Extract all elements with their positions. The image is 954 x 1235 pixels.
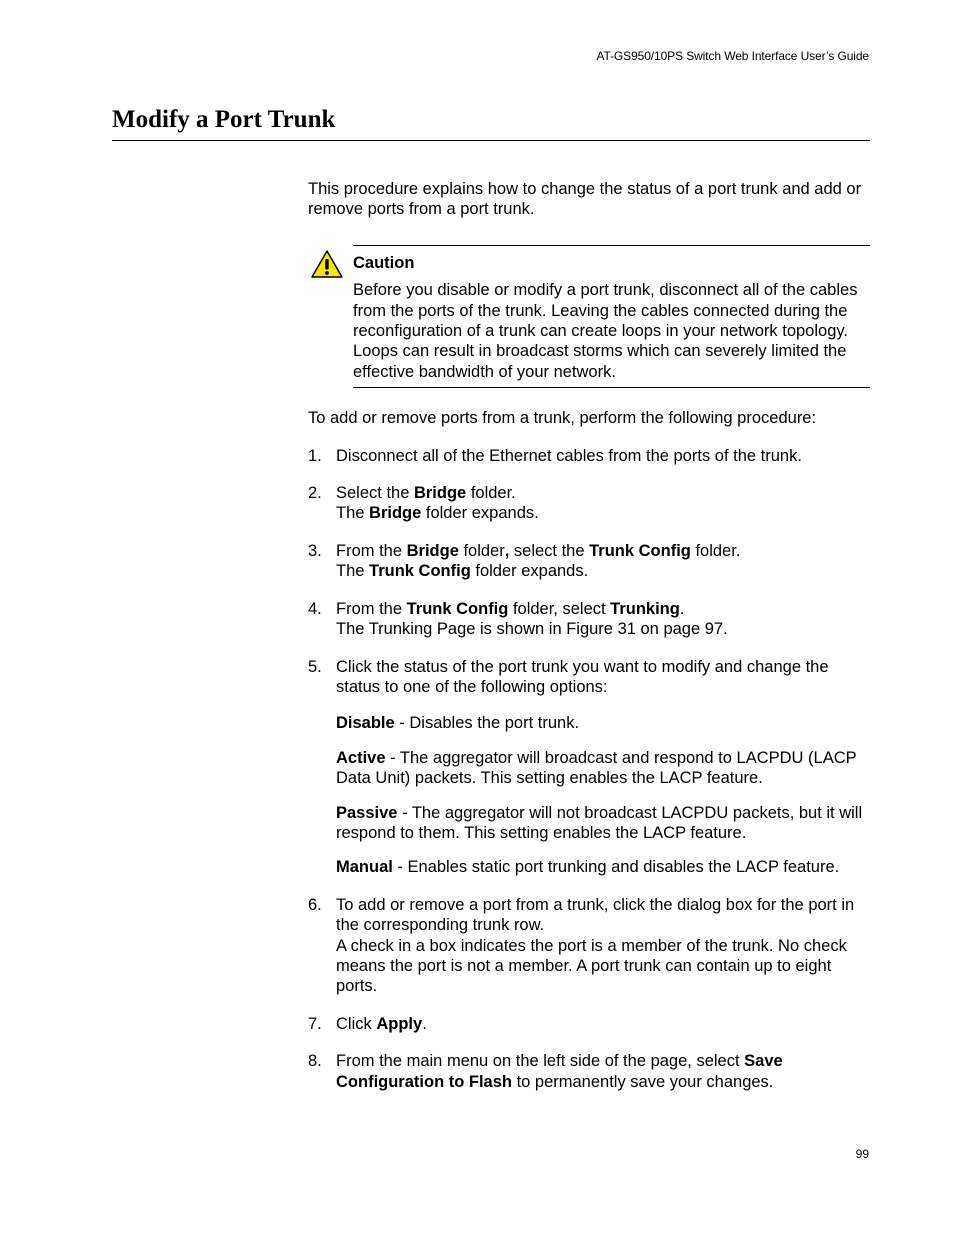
status-options: [336, 713, 870, 877]
step-number: 5.: [308, 657, 322, 676]
step-emphasis: Trunk Config: [406, 599, 509, 618]
step-result: The: [336, 504, 370, 523]
caution-box: [353, 245, 870, 388]
caution-text: Before you disable or modify a port trunk, disconnect all of the cables from the ports of the trunk. Leaving the cables connected during the reconfiguration of a trunk can create loops in your network topology. Loops can result in broadcast storms which can severely limited the effective bandwidth of your network.: [353, 281, 858, 381]
intro-paragraph: This procedure explains how to change the status of a port trunk and add or remove ports from a port trunk.: [308, 180, 862, 219]
running-header: AT-GS950/10PS Switch Web Interface User’s Guide: [596, 49, 869, 63]
step-text: From the: [336, 541, 407, 560]
body-content: [308, 179, 870, 1109]
step-number: 7.: [308, 1014, 322, 1033]
step-number: 1.: [308, 446, 322, 465]
step-text: Click: [336, 1014, 377, 1033]
step-emphasis: Trunking: [610, 599, 680, 618]
option-passive: [336, 803, 870, 844]
page-number: 99: [855, 1147, 869, 1161]
procedure-lead: To add or remove ports from a trunk, perform the following procedure:: [308, 409, 817, 428]
option-manual: [336, 857, 870, 877]
step-text: folder: [458, 541, 505, 560]
step-text: Select the: [336, 484, 414, 503]
caution-block: [308, 245, 870, 388]
title-underline: [112, 140, 870, 141]
option-desc: - Enables static port trunking and disables the LACP feature.: [392, 858, 840, 877]
option-name: Disable: [336, 714, 395, 733]
option-desc: - Disables the port trunk.: [394, 714, 580, 733]
step-text: to permanently save your changes.: [511, 1072, 774, 1091]
caution-title: Caution: [353, 253, 415, 272]
step-text: .: [679, 599, 685, 618]
step-text: .: [422, 1014, 427, 1033]
step-6: [308, 895, 870, 997]
step-result: A check in a box indicates the port is a member of the trunk. No check means the port is not a member. A port trunk can contain up to eight ports.: [336, 936, 847, 996]
step-2: [308, 483, 870, 524]
step-number: 8.: [308, 1052, 322, 1071]
step-emphasis: Save Configuration to Flash: [336, 1052, 783, 1091]
step-emphasis: Bridge: [406, 541, 459, 560]
step-8: [308, 1051, 870, 1092]
option-name: Manual: [336, 858, 393, 877]
step-text: To add or remove a port from a trunk, click the dialog box for the port in the corresponding trunk row.: [336, 895, 855, 935]
step-emphasis: Bridge: [369, 504, 422, 523]
step-4: [308, 599, 870, 640]
section-title: Modify a Port Trunk: [112, 106, 336, 133]
step-7: [308, 1014, 870, 1034]
step-text: folder.: [690, 541, 741, 560]
warning-triangle-icon: [310, 249, 344, 279]
step-number: 2.: [308, 484, 322, 503]
step-5: [308, 657, 870, 878]
step-1: [308, 446, 870, 466]
step-number: 3.: [308, 541, 322, 560]
step-number: 4.: [308, 599, 322, 618]
step-result: The: [336, 562, 370, 581]
step-emphasis: Apply: [376, 1014, 423, 1033]
step-text: Click the status of the port trunk you want to modify and change the status to one of the following options:: [336, 657, 829, 696]
step-result: folder expands.: [421, 504, 539, 523]
option-name: Passive: [336, 803, 398, 822]
step-result: The Trunking Page is shown in Figure 31 on page 97.: [336, 620, 728, 639]
step-text: From the main menu on the left side of the page, select: [336, 1052, 745, 1071]
option-desc: - The aggregator will not broadcast LACPDU packets, but it will respond to them. This setting enables the LACP feature.: [336, 803, 863, 842]
step-text: folder.: [466, 484, 516, 503]
step-emphasis: Bridge: [413, 484, 467, 503]
step-number: 6.: [308, 895, 322, 914]
option-name: Active: [336, 748, 386, 767]
step-emphasis: Trunk Config: [589, 541, 691, 560]
option-desc: - The aggregator will broadcast and respond to LACPDU (LACP Data Unit) packets. This setting enables the LACP feature.: [336, 748, 857, 788]
step-text: Disconnect all of the Ethernet cables from the ports of the trunk.: [336, 446, 802, 465]
step-text: From the: [336, 599, 407, 618]
procedure-steps: [308, 446, 870, 1092]
step-emphasis: ,: [504, 541, 510, 560]
step-text: folder, select: [508, 599, 611, 618]
step-emphasis: Trunk Config: [369, 562, 471, 581]
option-disable: [336, 713, 870, 733]
step-result: folder expands.: [470, 562, 589, 581]
step-3: [308, 541, 870, 582]
option-active: [336, 748, 870, 789]
step-text: select the: [509, 541, 590, 560]
